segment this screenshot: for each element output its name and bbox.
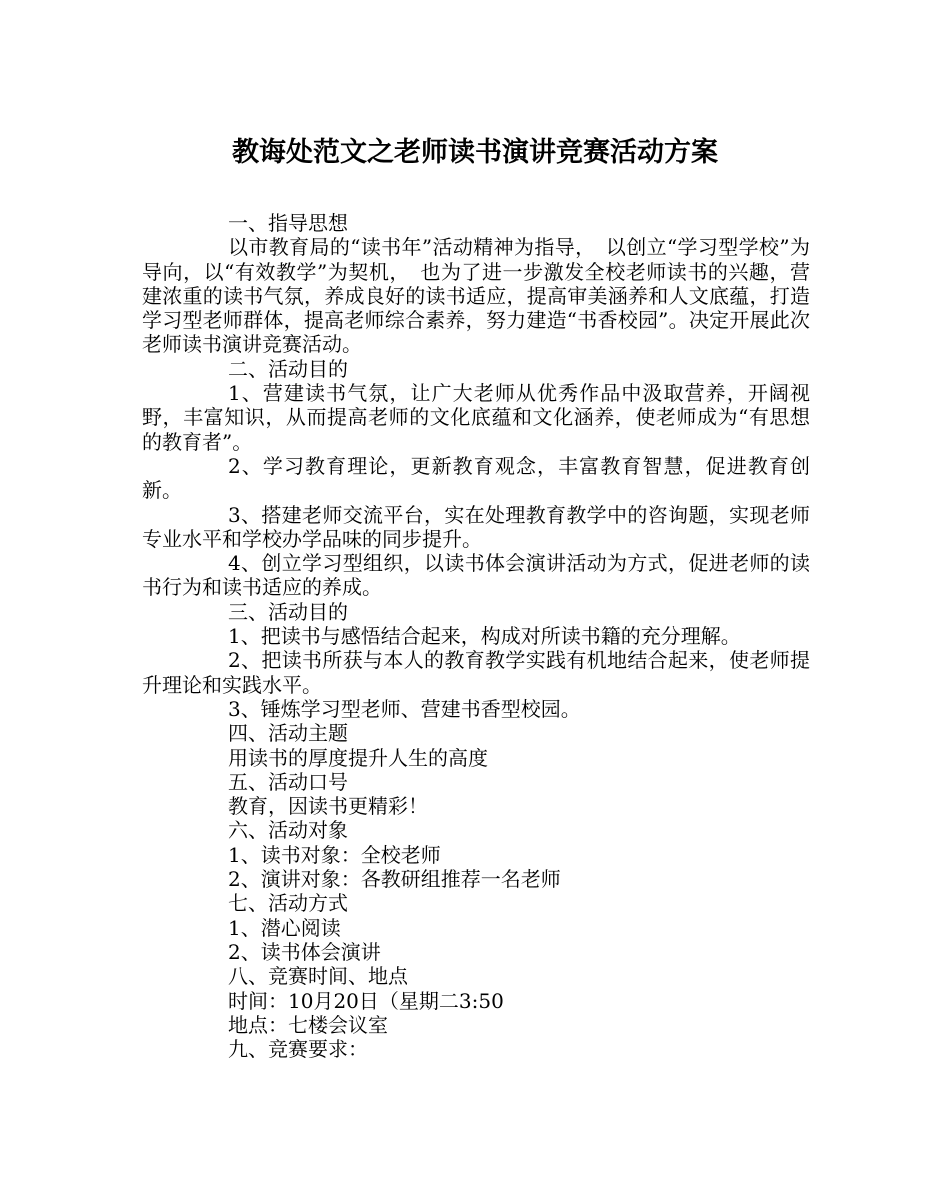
paragraph: 以市教育局的“读书年”活动精神为指导， 以创立“学习型学校”为导向，以“有效教学”为契机， 也为了进一步激发全校老师读书的兴趣，营建浓重的读书气氛，养成良好的读书适应，提高审美涵养和人文底蕴，打造学习型老师群体，提高老师综合素养，努力建造“书香校园”。决定开展此次老师读书演讲竞赛活动。	[142, 235, 810, 357]
paragraph: 五、活动口号	[228, 769, 348, 794]
paragraph: 七、活动方式	[228, 891, 348, 916]
paragraph: 地点：七楼会议室	[228, 1012, 388, 1037]
paragraph: 4、创立学习型组织，以读书体会演讲活动为方式，促进老师的读书行为和读书适应的养成。	[142, 551, 810, 600]
paragraph: 教育，因读书更精彩！	[228, 794, 428, 819]
paragraph: 2、演讲对象：各教研组推荐一名老师	[228, 867, 561, 892]
paragraph: 时间：10月20日（星期二3:50	[228, 988, 504, 1013]
paragraph: 1、读书对象：全校老师	[228, 842, 441, 867]
paragraph: 二、活动目的	[228, 356, 348, 381]
paragraph: 九、竞赛要求：	[228, 1037, 368, 1062]
paragraph: 八、竞赛时间、地点	[228, 964, 408, 989]
paragraph: 六、活动对象	[228, 818, 348, 843]
paragraph: 1、营建读书气氛，让广大老师从优秀作品中汲取营养，开阔视野，丰富知识，从而提高老师的文化底蕴和文化涵养，使老师成为“有思想的教育者”。	[142, 381, 810, 454]
paragraph: 1、把读书与感悟结合起来，构成对所读书籍的充分理解。	[228, 624, 741, 649]
paragraph: 3、锤炼学习型老师、营建书香型校园。	[228, 696, 581, 721]
paragraph: 四、活动主题	[228, 721, 348, 746]
paragraph: 三、活动目的	[228, 599, 348, 624]
paragraph: 用读书的厚度提升人生的高度	[228, 745, 488, 770]
paragraph: 2、读书体会演讲	[228, 939, 381, 964]
paragraph: 一、指导思想	[228, 211, 348, 235]
document-title: 教诲处范文之老师读书演讲竞赛活动方案	[232, 137, 718, 168]
paragraph: 3、搭建老师交流平台，实在处理教育教学中的咨询题，实现老师专业水平和学校办学品味的同步提升。	[142, 502, 810, 551]
document-body	[142, 211, 810, 1061]
paragraph: 2、把读书所获与本人的教育教学实践有机地结合起来，使老师提升理论和实践水平。	[142, 648, 810, 697]
paragraph: 1、潜心阅读	[228, 915, 341, 940]
paragraph: 2、学习教育理论，更新教育观念，丰富教育智慧，促进教育创新。	[142, 453, 810, 503]
